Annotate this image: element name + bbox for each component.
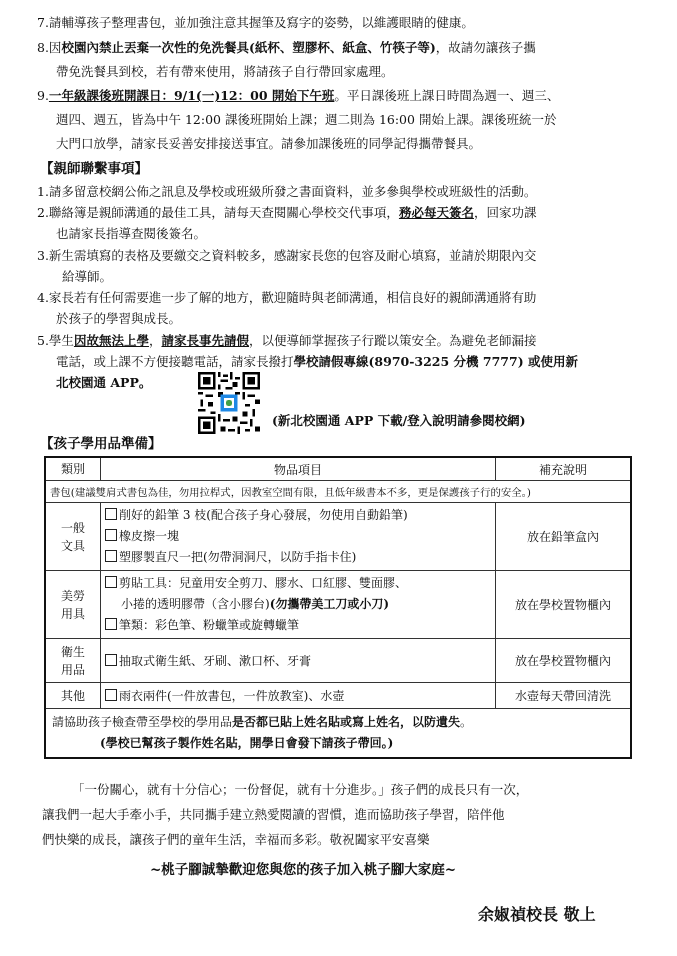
footer-period: 。 [460, 715, 473, 729]
list-item [105, 615, 491, 636]
list-item-continued [105, 594, 491, 615]
contact-5-text2: 電話，或上課不方便接聽電話，請家長撥打 [56, 354, 294, 369]
app-download-note: (新北校園通 APP 下載/登入說明請參閱校網) [272, 413, 526, 428]
item-9-line1 [37, 87, 559, 105]
item-text: 削好的鉛筆 3 枝(配合孩子身心發展，勿使用自動鉛筆) [119, 508, 408, 522]
checkbox-icon[interactable] [105, 550, 117, 562]
category-label: 美勞 [60, 588, 85, 603]
category-label: 一般 [60, 520, 85, 535]
contact-5-bold3: 學校請假專線(8970-3225 分機 7777) 或使用新 [293, 354, 578, 369]
principal-signature: 余婌禎校長 敬上 [478, 905, 596, 924]
list-item [105, 652, 491, 669]
item-9-line2 [56, 111, 556, 129]
note-cell: 放在學校置物櫃內 [496, 571, 632, 639]
checkbox-icon[interactable] [105, 508, 117, 520]
bag-row [45, 481, 631, 503]
category-label: 文具 [60, 538, 85, 553]
contact-5-bold4: 北校園通 APP。 [56, 375, 152, 390]
items-cell [101, 639, 496, 683]
header-category: 類別 [45, 457, 101, 481]
closing-line2: 讓我們一起大手牽小手，共同攜手建立熱愛閱讀的習慣，進而協助孩子學習，陪伴他 [42, 807, 505, 822]
qr-code-icon[interactable] [198, 372, 260, 434]
item-warning: (勿攜帶美工刀或小刀) [269, 597, 390, 611]
item-text: 抽取式衛生紙、牙刷、漱口杯、牙膏 [119, 654, 312, 668]
contact-1: 1.請多留意校網公佈之訊息及學校或班級所發之書面資料，並多參與學校或班級性的活動。 [37, 184, 537, 199]
contact-5-prefix: 5.學生 [37, 333, 74, 348]
contact-2-suffix: ，回家功課 [473, 205, 537, 220]
item-8-suffix: ，故請勿讓孩子攜 [435, 40, 536, 55]
note-cell: 放在鉛筆盒內 [496, 503, 632, 571]
item-text: 橡皮擦一塊 [119, 529, 180, 543]
item-9-line3 [56, 135, 481, 153]
contact-5-suffix: ，以便導師掌握孩子行蹤以策安全。為避免老師漏接 [248, 333, 537, 348]
header-items: 物品項目 [101, 457, 496, 481]
item-8-prefix: 8.因 [37, 40, 62, 55]
contact-5-line3 [56, 374, 151, 392]
checkbox-icon[interactable] [105, 618, 117, 630]
supplies-heading: 【孩子學用品準備】 [40, 436, 162, 452]
note-cell: 放在學校置物櫃內 [496, 639, 632, 683]
item-text: 雨衣兩件(一件放書包，一件放教室)、水壺 [119, 689, 345, 703]
checkbox-icon[interactable] [105, 689, 117, 701]
item-text: 筆類：彩色筆、粉蠟筆或旋轉蠟筆 [119, 618, 300, 632]
footer-text: 請協助孩子檢查帶至學校的學用品 [52, 715, 233, 729]
header-notes: 補充說明 [496, 457, 632, 481]
table-row [45, 639, 631, 683]
contact-5-bold1: 因故無法上學 [73, 333, 149, 348]
item-9-suffix: 。平日課後班上課日時間為週一、週三、 [334, 88, 560, 103]
items-cell [101, 571, 496, 639]
item-7-text: 7.請輔導孩子整理書包，並加強注意其握筆及寫字的姿勢，以維護眼睛的健康。 [37, 15, 474, 30]
note-cell: 水壺每天帶回清洗 [496, 683, 632, 709]
contact-5-comma: ， [148, 333, 162, 348]
contact-heading: 【親師聯繫事項】 [40, 161, 148, 177]
item-7 [37, 14, 474, 32]
items-cell [101, 683, 496, 709]
contact-5-bold2: 請家長事先請假 [161, 333, 249, 348]
closing-line3: 們快樂的成長，讓孩子們的童年生活，幸福而多彩。敬祝闔家平安喜樂 [42, 832, 430, 847]
category-label: 衛生 [60, 644, 85, 659]
item-9-text2: 週四、週五，皆為中午 12:00 課後班開始上課；週二則為 16:00 開始上課。課後班統一於 [56, 112, 557, 127]
checkbox-icon[interactable] [105, 529, 117, 541]
footer-cell [45, 709, 631, 759]
contact-5-line2 [56, 353, 578, 371]
items-cell [101, 503, 496, 571]
category-cell [45, 503, 101, 571]
contact-3-line1: 3.新生需填寫的表格及要繳交之資料較多，感謝家長您的包容及耐心填寫，並請於期限內交 [37, 248, 537, 263]
item-8-line2 [56, 63, 394, 81]
footer-bold: 是否都已貼上姓名貼或寫上姓名，以防遺失 [232, 715, 461, 729]
item-8-text2: 帶免洗餐具到校，若有帶來使用，將請孩子自行帶回家處理。 [56, 64, 394, 79]
table-row [45, 571, 631, 639]
item-text: 塑膠製直尺一把(勿帶洞洞尺，以防手指卡住) [119, 550, 357, 564]
contact-5-line1 [37, 332, 537, 350]
contact-2-line2: 也請家長指導查閱後簽名。 [56, 226, 207, 241]
contact-4-line1: 4.家長若有任何需要進一步了解的地方，歡迎隨時與老師溝通，相信良好的親師溝通將有助 [37, 290, 537, 305]
contact-4-line2: 於孩子的學習與成長。 [56, 311, 182, 326]
category-cell [45, 683, 101, 709]
closing-line1: 「一份關心，就有十分信心；一份督促，就有十分進步。」孩子們的成長只有一次， [72, 782, 529, 797]
welcome-message: ~桃子腳誠摯歡迎您與您的孩子加入桃子腳大家庭~ [150, 862, 457, 878]
table-footer-row [45, 709, 631, 759]
item-9-prefix: 9. [37, 88, 49, 103]
footer-line1 [52, 712, 624, 733]
footer-line2: (學校已幫孩子製作姓名貼，開學日會發下請孩子帶回。) [100, 736, 394, 750]
contact-2-bold: 務必每天簽名 [398, 205, 474, 220]
list-item [105, 687, 491, 704]
list-item [105, 505, 491, 526]
item-8-line1 [37, 39, 536, 57]
item-text: 小捲的透明膠帶（含小膠台) [121, 597, 270, 611]
category-label: 用品 [60, 662, 85, 677]
contact-2-prefix: 2.聯絡簿是親師溝通的最佳工具，請每天查閱關心學校交代事項， [37, 205, 399, 220]
table-row [45, 683, 631, 709]
checkbox-icon[interactable] [105, 576, 117, 588]
item-9-bold: 一年級課後班開課日：9/1(一)12：00 開始下午班 [48, 88, 335, 103]
table-row [45, 503, 631, 571]
contact-2-line1 [37, 204, 536, 222]
category-label: 用具 [60, 606, 85, 621]
category-cell [45, 639, 101, 683]
bag-row-text: 書包(建議雙肩式書包為佳，勿用拉桿式，因教室空間有限，且低年級書本不多，更是保護孩子行的安全。) [45, 481, 631, 503]
supplies-table [44, 456, 632, 759]
category-label: 其他 [60, 688, 85, 703]
item-text: 剪貼工具：兒童用安全剪刀、膠水、口紅膠、雙面膠、 [119, 576, 408, 590]
list-item [105, 526, 491, 547]
list-item [105, 573, 491, 594]
checkbox-icon[interactable] [105, 654, 117, 666]
category-cell [45, 571, 101, 639]
item-9-text3: 大門口放學，請家長妥善安排接送事宜。請參加課後班的同學記得攜帶餐具。 [56, 136, 482, 151]
list-item [105, 547, 491, 568]
table-header-row [45, 457, 631, 481]
item-8-bold: 校園內禁止丟棄一次性的免洗餐具(紙杯、塑膠杯、紙盒、竹筷子等) [61, 40, 436, 55]
contact-3-line2: 給導師。 [62, 269, 113, 284]
